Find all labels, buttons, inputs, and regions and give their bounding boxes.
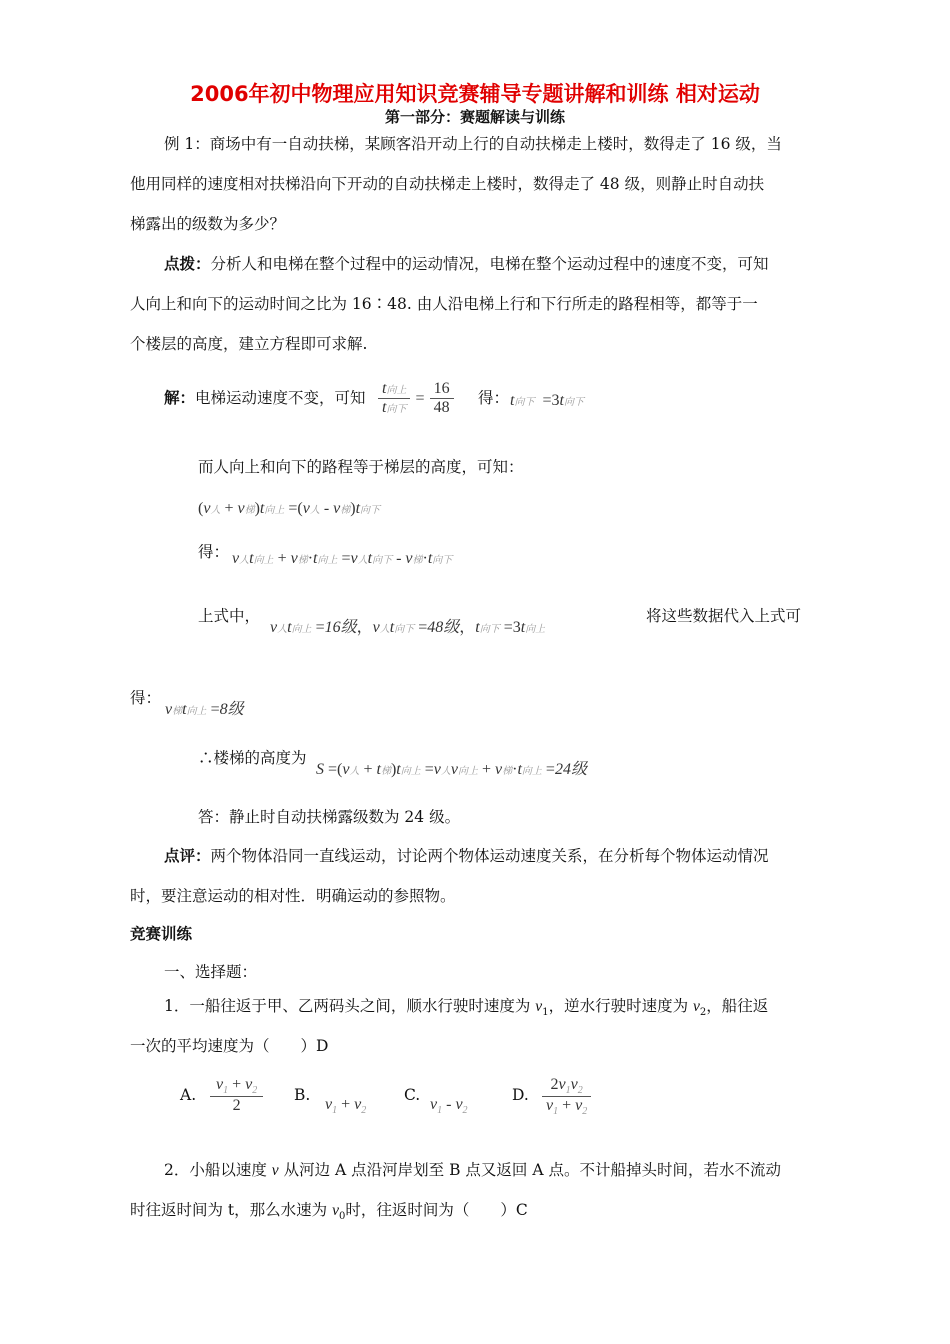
hint-line-3: 个楼层的高度，建立方程即可求解. bbox=[130, 335, 368, 353]
solution-paragraph-3-tail: 将这些数据代入上式可 bbox=[646, 607, 802, 625]
comment-line-1: 点评：两个物体沿同一直线运动，讨论两个物体运动速度关系，在分析每个物体运动情况 bbox=[164, 847, 769, 865]
example-line-3: 梯露出的级数为多少？ bbox=[130, 215, 286, 233]
option-a-label: A. bbox=[180, 1086, 197, 1104]
question-1-line-1: 1．一船往返于甲、乙两码头之间，顺水行驶时速度为 $v_1$，逆水行驶时速度为 $v_2$，船往返 bbox=[164, 997, 769, 1019]
example-line-1: 例 1：商场中有一自动扶梯，某顾客沿开动上行的自动扶梯走上楼时，数得走了 16 级，当 bbox=[164, 135, 782, 153]
option-b-label: B. bbox=[294, 1086, 311, 1104]
comment-label: 点评： bbox=[164, 847, 211, 865]
question-2-line-2: 时往返时间为 t，那么水速为 $v_0$时，往返时间为（ ）C bbox=[130, 1201, 528, 1223]
option-c-formula: $v_1 - v_2$ bbox=[430, 1096, 468, 1117]
hint-line-2: 人向上和向下的运动时间之比为 16∶48. 由人沿电梯上行和下行所走的路程相等，都等于一 bbox=[130, 295, 758, 313]
de-2: 得： bbox=[198, 543, 230, 561]
question-1-line-2: 一次的平均速度为（ ）D bbox=[130, 1037, 329, 1055]
therefore-line: ∴楼梯的高度为 bbox=[198, 749, 307, 767]
option-d-formula: $\frac{2v_1v_2}{v_1 + v_2}$ bbox=[542, 1076, 591, 1117]
time-relation: t向下 =3t向下 bbox=[510, 392, 584, 409]
option-b-formula: $v_1 + v_2$ bbox=[325, 1096, 367, 1117]
option-d-label: D. bbox=[512, 1086, 529, 1104]
option-c-label: C. bbox=[404, 1086, 421, 1104]
page-title: 2006年初中物理应用知识竞赛辅导专题讲解和训练 相对运动 bbox=[190, 82, 760, 106]
section-subtitle: 第一部分：赛题解读与训练 bbox=[384, 108, 565, 126]
solution-paragraph-3: 上式中， bbox=[198, 607, 261, 625]
hint-line-1 bbox=[164, 252, 769, 274]
hint-label: 点拨： bbox=[164, 255, 211, 273]
solution-label: 解： bbox=[164, 389, 196, 407]
equation-4: S =(v人 + t梯)t向上 =v人v向上 + v梯·t向上 =24级 bbox=[316, 761, 587, 778]
training-heading: 竞赛训练 bbox=[130, 925, 193, 943]
question-2-line-1: 2．小船以速度 v 从河边 A 点沿河岸划至 B 点又返回 A 点。不计船掉头时间，若水不流动 bbox=[164, 1161, 781, 1179]
solution-paragraph-2: 而人向上和向下的路程等于梯层的高度，可知： bbox=[198, 458, 524, 476]
equation-3: v梯t向上 =8级 bbox=[165, 701, 244, 718]
de-3: 得： bbox=[130, 689, 162, 707]
solution-intro: 解：电梯运动速度不变，可知 bbox=[164, 389, 366, 407]
example-line-2: 他用同样的速度相对扶梯沿向下开动的自动扶梯走上楼时，数得走了 48 级，则静止时自动扶 bbox=[130, 175, 765, 193]
equation-2: v人t向上 + v梯·t向上 =v人t向下 - v梯·t向下 bbox=[232, 550, 453, 567]
comment-line-2: 时，要注意运动的相对性．明确运动的参照物。 bbox=[130, 887, 456, 905]
data-values: v人t向上 =16级，v人t向下 =48级，t向下 =3t向上 bbox=[270, 619, 546, 636]
time-ratio-fraction: $\frac{\text{t向上}}{\text{t向下}}$ = $\frac{16}{48}$ bbox=[378, 380, 454, 417]
answer-line: 答：静止时自动扶梯露级数为 24 级。 bbox=[198, 808, 461, 826]
hint-text-1: 分析人和电梯在整个过程中的运动情况，电梯在整个运动过程中的速度不变，可知 bbox=[210, 255, 769, 273]
de-1: 得： bbox=[478, 389, 510, 407]
option-a-formula: $\frac{v_1 + v_2}{2}$ bbox=[210, 1076, 263, 1115]
training-section: 一、选择题： bbox=[164, 963, 258, 981]
equation-1: (v人 + v梯)t向上 =(v人 - v梯)t向下 bbox=[198, 500, 381, 517]
